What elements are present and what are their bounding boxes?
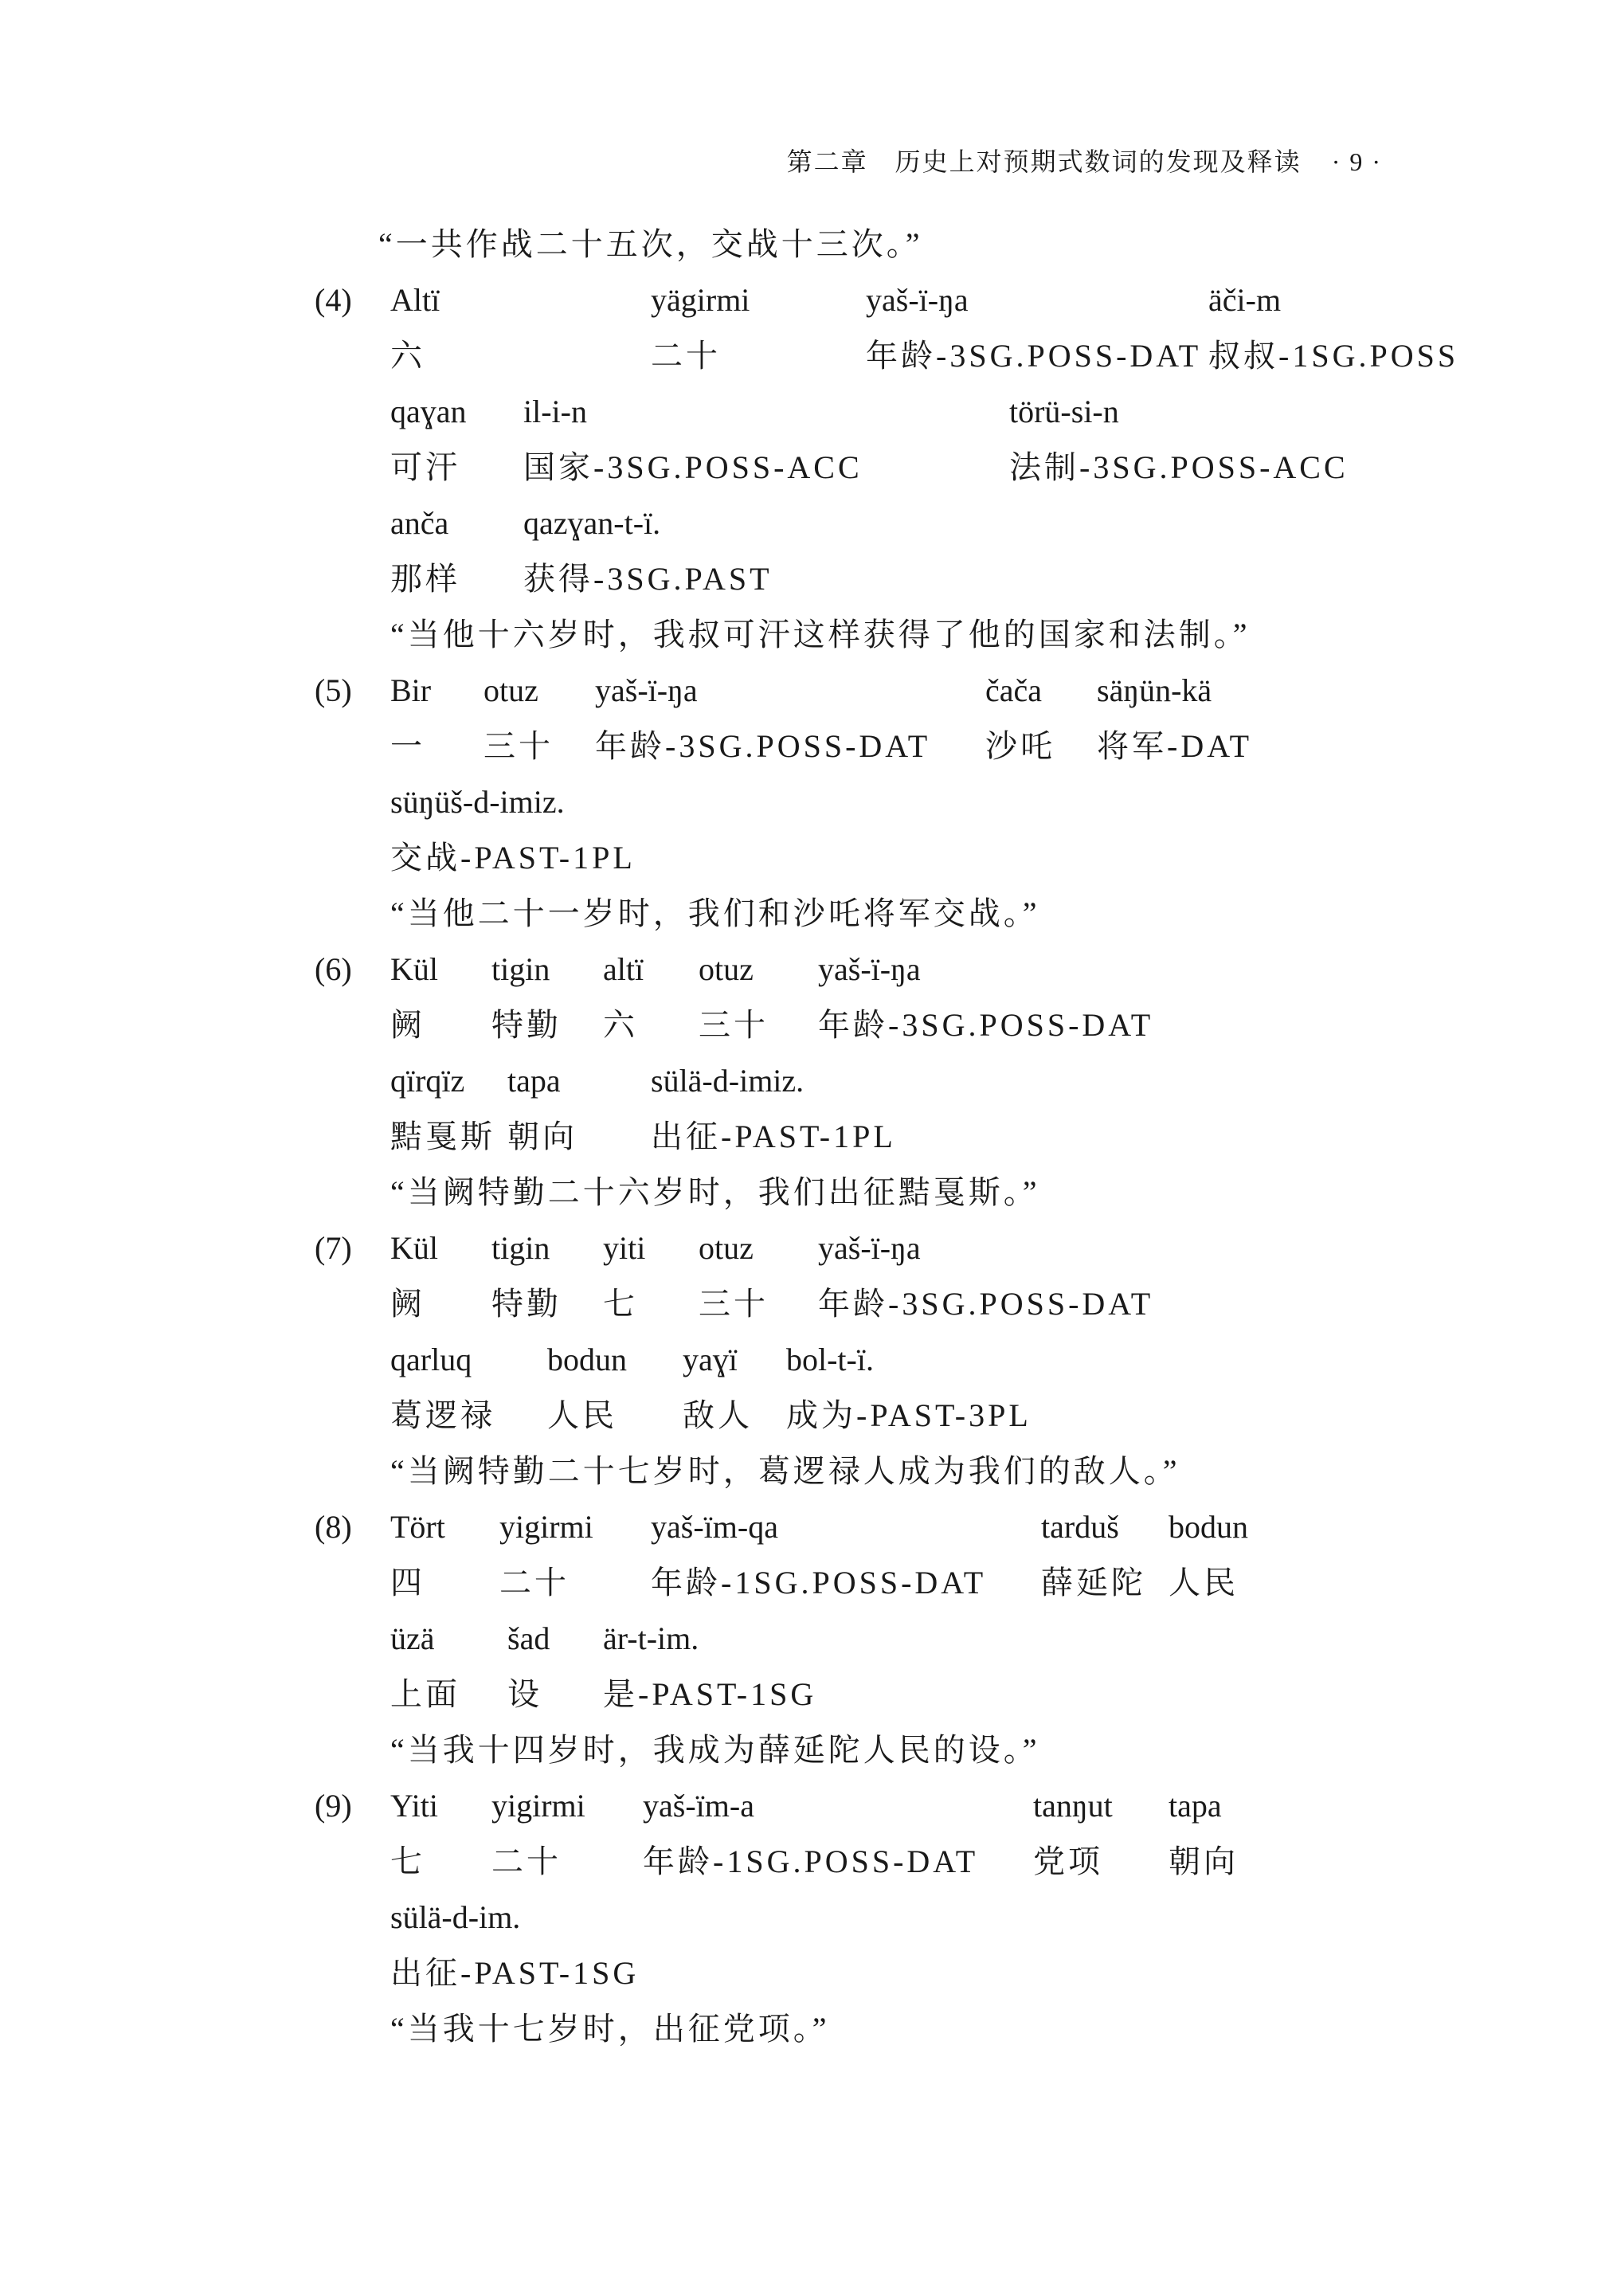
source-line: [315, 942, 1386, 997]
source-line: [319, 384, 1386, 440]
gloss-word: 三十: [699, 1007, 769, 1043]
source-word: tarduš: [1041, 1509, 1119, 1545]
gloss-word: 成为-PAST-3PL: [786, 1397, 1032, 1433]
gloss-word: 四: [390, 1565, 425, 1601]
source-word: sülä-d-imiz.: [651, 1063, 804, 1099]
chapter-title: 第二章 历史上对预期式数词的发现及释读: [786, 147, 1302, 176]
page-number: · 9 ·: [1331, 147, 1382, 176]
example-number: (4): [315, 282, 352, 318]
gloss-word: 阙: [390, 1007, 425, 1043]
source-word: yaɣï: [683, 1342, 738, 1377]
gloss-line: [319, 1834, 1386, 1890]
source-line: [315, 272, 1386, 328]
source-word: yigirmi: [499, 1509, 593, 1545]
source-word: otuz: [699, 951, 754, 987]
source-line: [319, 496, 1386, 551]
source-word: äči-m: [1208, 282, 1282, 318]
source-word: yaš-ï-ŋa: [818, 1230, 921, 1266]
source-word: är-t-im.: [603, 1620, 699, 1656]
source-word: törü-si-n: [1009, 394, 1119, 429]
gloss-word: 三十: [699, 1286, 769, 1322]
gloss-word: 六: [390, 338, 425, 374]
gloss-word: 年龄-3SG.POSS-DAT: [818, 1286, 1154, 1322]
source-word: qaɣan: [390, 394, 467, 429]
example-number: (9): [315, 1788, 352, 1824]
gloss-line: [319, 1276, 1386, 1332]
gloss-word: 获得-3SG.PAST: [523, 561, 773, 597]
gloss-word: 六: [603, 1007, 638, 1043]
gloss-word: 朝向: [1169, 1843, 1239, 1879]
gloss-word: 年龄-3SG.POSS-DAT: [818, 1007, 1154, 1043]
source-word: Altï: [390, 282, 440, 318]
gloss-word: 人民: [1169, 1565, 1239, 1601]
source-line: [315, 1778, 1386, 1834]
source-word: il-i-n: [523, 394, 587, 429]
gloss-word: 朝向: [507, 1119, 577, 1154]
source-line: [315, 1220, 1386, 1276]
source-word: bol-t-ï.: [786, 1342, 874, 1377]
gloss-line: [319, 551, 1386, 607]
source-line: [319, 1890, 1386, 1945]
source-word: süŋüš-d-imiz.: [390, 784, 565, 820]
gloss-word: 那样: [390, 561, 460, 597]
source-line: [315, 1499, 1386, 1555]
gloss-word: 可汗: [390, 449, 460, 485]
source-word: üzä: [390, 1620, 435, 1656]
translation: “当阙特勤二十七岁时，葛逻禄人成为我们的敌人。”: [390, 1453, 1180, 1489]
gloss-word: 特勤: [491, 1007, 562, 1043]
source-line: [319, 1332, 1386, 1388]
translation: “当他十六岁时，我叔可汗这样获得了他的国家和法制。”: [390, 617, 1251, 652]
gloss-word: 叔叔-1SG.POSS: [1208, 338, 1459, 374]
source-word: Tört: [390, 1509, 445, 1545]
source-word: Kül: [390, 951, 438, 987]
source-word: anča: [390, 505, 449, 541]
gloss-word: 七: [603, 1286, 638, 1322]
source-word: Bir: [390, 672, 432, 708]
source-word: yaš-ï-ŋa: [866, 282, 969, 318]
source-word: tanŋut: [1033, 1788, 1113, 1824]
source-word: tapa: [507, 1063, 561, 1099]
gloss-word: 葛逻禄: [390, 1397, 495, 1433]
gloss-word: 年龄-1SG.POSS-DAT: [643, 1843, 979, 1879]
gloss-word: 人民: [547, 1397, 617, 1433]
source-line: [319, 1053, 1386, 1109]
source-word: bodun: [547, 1342, 627, 1377]
translation: “当我十四岁时，我成为薛延陀人民的设。”: [390, 1732, 1040, 1768]
source-word: qazɣan-t-ï.: [523, 505, 661, 541]
gloss-word: 年龄-3SG.POSS-DAT: [595, 728, 931, 764]
gloss-word: 特勤: [491, 1286, 562, 1322]
source-word: čača: [985, 672, 1043, 708]
example-number: (6): [315, 951, 352, 987]
gloss-word: 阙: [390, 1286, 425, 1322]
source-word: tigin: [491, 951, 550, 987]
gloss-line: [319, 1388, 1386, 1444]
intro-translation: “一共作战二十五次，交战十三次。”: [378, 226, 923, 262]
source-word: yaš-ï-ŋa: [595, 672, 698, 708]
gloss-word: 交战-PAST-1PL: [390, 840, 636, 876]
gloss-word: 一: [390, 728, 425, 764]
source-word: qarluq: [390, 1342, 472, 1377]
gloss-line: [319, 328, 1459, 384]
source-word: yiti: [603, 1230, 646, 1266]
translation: “当阙特勤二十六岁时，我们出征黠戛斯。”: [390, 1174, 1040, 1210]
source-word: sülä-d-im.: [390, 1899, 521, 1935]
translation: “当我十七岁时，出征党项。”: [390, 2011, 830, 2047]
source-word: Kül: [390, 1230, 438, 1266]
source-line: [315, 663, 1386, 719]
gloss-word: 七: [390, 1843, 425, 1879]
gloss-word: 二十: [491, 1843, 562, 1879]
gloss-line: [319, 719, 1386, 774]
example-number: (8): [315, 1509, 352, 1545]
gloss-word: 出征-PAST-1PL: [651, 1119, 896, 1154]
source-line: [319, 1611, 1386, 1667]
gloss-line: [319, 1109, 1386, 1165]
source-word: yigirmi: [491, 1788, 585, 1824]
gloss-line: [319, 1555, 1386, 1611]
source-line: [319, 774, 1386, 830]
translation: “当他二十一岁时，我们和沙吒将军交战。”: [390, 895, 1040, 931]
source-word: tapa: [1169, 1788, 1222, 1824]
gloss-word: 年龄-3SG.POSS-DAT: [866, 338, 1202, 374]
source-word: yaš-ïm-a: [643, 1788, 754, 1824]
body-text: [315, 217, 1459, 2057]
example-number: (7): [315, 1230, 352, 1266]
gloss-word: 党项: [1033, 1843, 1103, 1879]
gloss-line: [319, 440, 1386, 496]
gloss-word: 黠戛斯: [390, 1119, 495, 1154]
gloss-line: [319, 1945, 1386, 2001]
source-word: yaš-ïm-qa: [651, 1509, 778, 1545]
gloss-word: 年龄-1SG.POSS-DAT: [651, 1565, 987, 1601]
gloss-word: 二十: [651, 338, 721, 374]
running-head: [787, 142, 1382, 178]
gloss-word: 沙吒: [985, 728, 1055, 764]
gloss-word: 三十: [483, 728, 554, 764]
gloss-line: [319, 997, 1386, 1053]
gloss-word: 薛延陀: [1041, 1565, 1146, 1601]
gloss-word: 法制-3SG.POSS-ACC: [1009, 449, 1349, 485]
gloss-line: [319, 830, 1386, 886]
source-word: altï: [603, 951, 644, 987]
gloss-word: 将军-DAT: [1097, 728, 1253, 764]
gloss-word: 国家-3SG.POSS-ACC: [523, 449, 863, 485]
source-word: šad: [507, 1620, 550, 1656]
source-word: bodun: [1169, 1509, 1248, 1545]
source-word: yaš-ï-ŋa: [818, 951, 921, 987]
source-word: säŋün-kä: [1097, 672, 1212, 708]
gloss-word: 敌人: [683, 1397, 753, 1433]
source-word: otuz: [699, 1230, 754, 1266]
gloss-word: 二十: [499, 1565, 570, 1601]
source-word: tigin: [491, 1230, 550, 1266]
source-word: otuz: [483, 672, 538, 708]
gloss-line: [319, 1667, 1386, 1722]
gloss-word: 是-PAST-1SG: [603, 1676, 817, 1712]
gloss-word: 设: [507, 1676, 542, 1712]
example-number: (5): [315, 672, 352, 708]
gloss-word: 上面: [390, 1676, 460, 1712]
source-word: yägirmi: [651, 282, 750, 318]
gloss-word: 出征-PAST-1SG: [390, 1955, 640, 1991]
source-word: Yiti: [390, 1788, 439, 1824]
source-word: qïrqïz: [390, 1063, 465, 1099]
